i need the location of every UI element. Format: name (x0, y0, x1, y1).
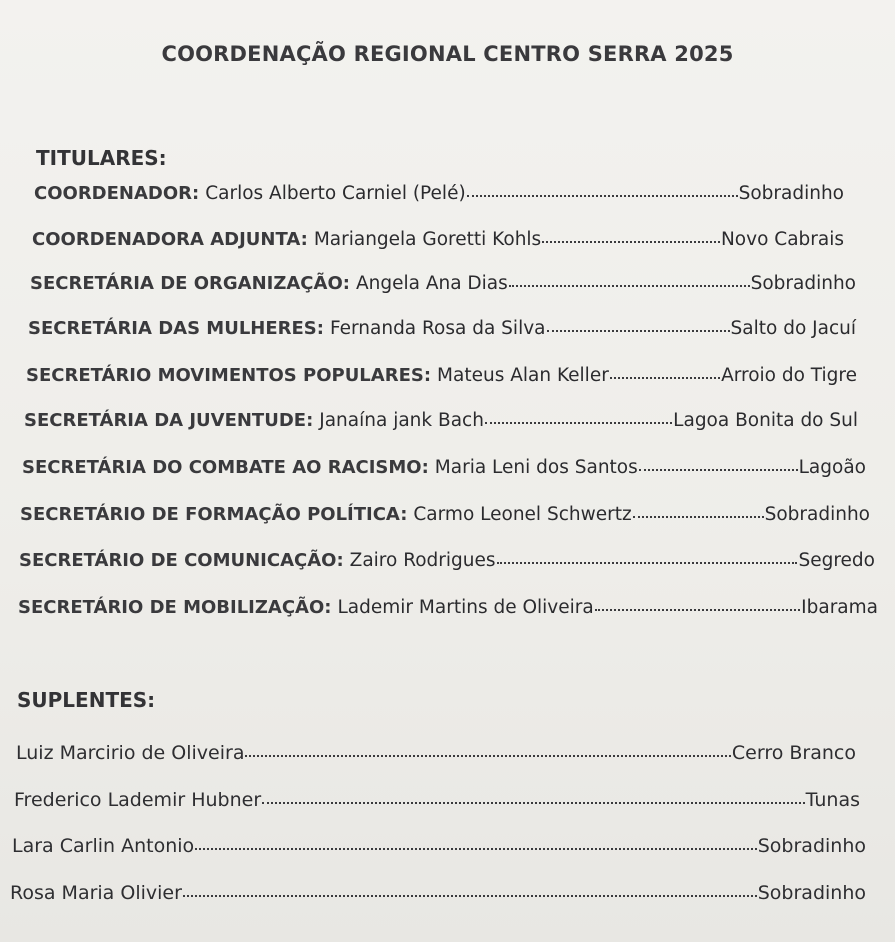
titular-row (26, 362, 857, 386)
leader-dots (547, 315, 730, 334)
suplente-name: Frederico Lademir Hubner (14, 789, 262, 811)
titular-row (32, 226, 844, 250)
titular-city: Ibarama (801, 596, 878, 618)
suplentes-heading: SUPLENTES: (17, 688, 156, 712)
titular-name: Angela Ana Dias (355, 272, 508, 294)
titular-name: Maria Leni dos Santos (434, 456, 638, 478)
titular-role: SECRETÁRIO DE COMUNICAÇÃO: (19, 549, 344, 571)
titular-city: Arroio do Tigre (721, 364, 857, 386)
leader-dots (245, 740, 730, 759)
titular-role: SECRETÁRIO DE FORMAÇÃO POLÍTICA: (20, 503, 408, 525)
leader-dots (610, 362, 720, 381)
suplente-row (14, 787, 860, 811)
leader-dots (595, 594, 800, 613)
titular-row (20, 501, 870, 525)
titular-city: Lagoão (798, 456, 866, 478)
suplente-city: Sobradinho (757, 835, 866, 857)
leader-dots (633, 501, 764, 520)
titular-row (24, 407, 858, 431)
titular-name: Mariangela Goretti Kohls (313, 228, 542, 250)
titular-name: Janaína jank Bach (319, 409, 484, 431)
suplente-row (16, 740, 856, 764)
titular-city: Sobradinho (738, 182, 844, 204)
leader-dots (542, 226, 720, 245)
leader-dots (183, 880, 757, 899)
titulares-heading: TITULARES: (36, 146, 167, 170)
titular-role: SECRETÁRIA DAS MULHERES: (28, 317, 324, 339)
titular-role: COORDENADOR: (34, 182, 200, 204)
suplente-city: Tunas (805, 789, 860, 811)
titular-city: Salto do Jacuí (730, 317, 856, 339)
titular-row (22, 454, 866, 478)
titular-role: SECRETÁRIA DA JUVENTUDE: (24, 409, 314, 431)
titular-city: Segredo (798, 549, 875, 571)
titular-role: SECRETÁRIO DE MOBILIZAÇÃO: (18, 596, 332, 618)
titular-city: Novo Cabrais (720, 228, 844, 250)
leader-dots (497, 547, 798, 566)
titular-name: Lademir Martins de Oliveira (337, 596, 594, 618)
suplente-row (12, 833, 866, 857)
titular-role: SECRETÁRIA DO COMBATE AO RACISMO: (22, 456, 429, 478)
titular-name: Carmo Leonel Schwertz (413, 503, 632, 525)
suplente-city: Cerro Branco (731, 742, 856, 764)
titular-row (30, 270, 856, 294)
titular-name: Mateus Alan Keller (437, 364, 609, 386)
leader-dots (485, 407, 672, 426)
titular-role: SECRETÁRIA DE ORGANIZAÇÃO: (30, 272, 350, 294)
titular-name: Carlos Alberto Carniel (Pelé) (205, 182, 466, 204)
titular-row (19, 547, 875, 571)
suplente-name: Lara Carlin Antonio (12, 835, 195, 857)
suplente-row (10, 880, 866, 904)
titular-role: SECRETÁRIO MOVIMENTOS POPULARES: (26, 364, 432, 386)
leader-dots (195, 833, 757, 852)
leader-dots (467, 180, 738, 199)
leader-dots (509, 270, 750, 289)
titular-city: Lagoa Bonita do Sul (673, 409, 858, 431)
leader-dots (639, 454, 798, 473)
titular-row (18, 594, 878, 618)
titular-name: Fernanda Rosa da Silva (329, 317, 546, 339)
titular-city: Sobradinho (764, 503, 870, 525)
suplente-name: Luiz Marcirio de Oliveira (16, 742, 245, 764)
titular-row (28, 315, 856, 339)
leader-dots (262, 787, 805, 806)
suplente-city: Sobradinho (757, 882, 866, 904)
titular-role: COORDENADORA ADJUNTA: (32, 228, 308, 250)
suplente-name: Rosa Maria Olivier (10, 882, 182, 904)
titular-row (34, 180, 844, 204)
document-title: COORDENAÇÃO REGIONAL CENTRO SERRA 2025 (161, 42, 734, 66)
titular-name: Zairo Rodrigues (349, 549, 496, 571)
titular-city: Sobradinho (750, 272, 856, 294)
